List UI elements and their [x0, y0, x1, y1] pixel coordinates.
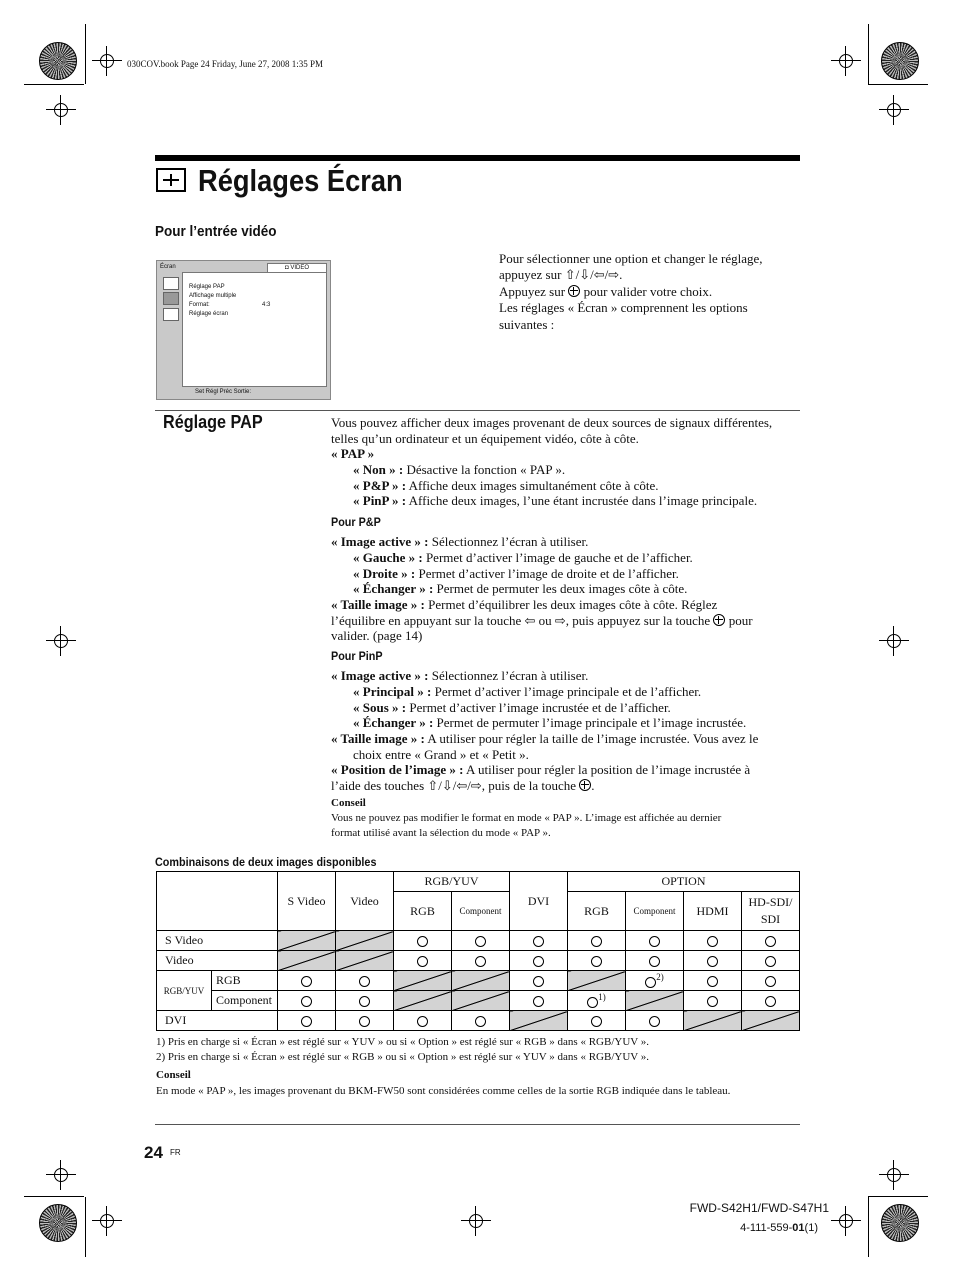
screen-menu-illustration — [156, 260, 331, 400]
crop-line — [868, 1197, 869, 1257]
registration-star-icon — [881, 42, 919, 80]
book-info-line: 030COV.book Page 24 Friday, June 27, 2008 1:35 PM — [127, 59, 324, 69]
table-row: Video — [157, 951, 800, 971]
crosshair-icon — [879, 95, 909, 125]
crosshair-icon — [92, 46, 122, 76]
crosshair-icon — [46, 1160, 76, 1190]
menu-item: Affichage multiple — [189, 293, 237, 299]
menu-format-value: 4:3 — [262, 302, 271, 308]
pap-options: « Non » : Désactive la fonction « PAP ». « P&P » : Affiche deux images simultanément côte à côte. « PinP » : Affiche deux images, l’une étant incrustée dans l’image principale. — [353, 462, 758, 509]
pinp-items: « Principal » : Permet d’activer l’image principale et de l’afficher. « Sous » : Permet d’activer l’image incrustée et de l’afficher. « Échanger » : Permet de permuter l’image principale et l’image incrustée. — [353, 684, 747, 731]
combinations-table — [156, 871, 800, 1031]
pinp-size-cont: choix entre « Grand » et « Petit ». — [353, 747, 529, 762]
pap-tip-heading: Conseil — [331, 797, 366, 809]
registration-star-icon — [881, 1204, 919, 1242]
pp-size: « Taille image » : Permet d’équilibrer les deux images côte à côte. Réglez l’équilibre en appuyant sur la touche ⇦ ou ⇨, puis appuyez sur la touche pour valider. (page 14) — [331, 597, 753, 644]
crop-line — [24, 1196, 84, 1197]
document-code: 4-111-559-01(1) — [740, 1222, 818, 1234]
crop-line — [868, 24, 869, 84]
table-row: RGB/YUV RGB $^{2)}$ — [157, 971, 800, 991]
col-header: Video — [336, 872, 394, 931]
language-code: FR — [170, 1148, 181, 1157]
col-header: RGB — [568, 892, 626, 931]
col-header: Component — [626, 892, 684, 931]
registration-star-icon — [39, 42, 77, 80]
menu-item: Réglage écran — [189, 311, 229, 317]
crosshair-icon — [461, 1206, 491, 1236]
footnote: 2) Pris en charge si « Écran » est réglé sur « RGB » ou si « Option » est réglé sur « YUV » dans « RGB/YUV ». — [156, 1051, 650, 1063]
model-number: FWD-S42H1/FWD-S47H1 — [689, 1201, 829, 1215]
menu-side-icon — [163, 277, 179, 290]
crop-line — [24, 84, 84, 85]
combinations-heading: Combinaisons de deux images disponibles — [155, 855, 377, 869]
col-header: HD-SDI/ SDI — [742, 892, 800, 931]
video-input-heading: Pour l’entrée vidéo — [155, 223, 277, 240]
table-row: Component $^{1)}$ — [157, 991, 800, 1011]
pinp-position: « Position de l’image » : A utiliser pour régler la position de l’image incrustée à l’aide des touches ⇧/⇩/⇦/⇨, puis de la touche . — [331, 762, 751, 793]
intro-text: Pour sélectionner une option et changer le réglage, appuyez sur ⇧/⇩/⇦/⇨. Appuyez sur pour valider votre choix. Les réglages « Écran » comprennent les options suivantes : — [499, 251, 763, 332]
enter-button-icon — [713, 614, 725, 626]
crosshair-icon — [92, 1206, 122, 1236]
title-bar — [155, 155, 800, 161]
menu-item: Réglage PAP — [189, 284, 225, 290]
col-header: RGB — [394, 892, 452, 931]
table-tip-heading: Conseil — [156, 1069, 191, 1081]
crop-line — [85, 24, 86, 84]
col-header: HDMI — [684, 892, 742, 931]
pinp-active: « Image active » : Sélectionnez l’écran à utiliser. — [331, 668, 589, 683]
col-header: DVI — [510, 872, 568, 931]
crosshair-icon — [831, 46, 861, 76]
pap-tip-text: Vous ne pouvez pas modifier le format en mode « PAP ». L’image est affichée au dernier format utilisé avant la sélection du mode « PAP ». — [331, 812, 722, 839]
crop-line — [868, 1196, 928, 1197]
section-divider — [155, 410, 800, 411]
registration-star-icon — [39, 1204, 77, 1242]
crop-line — [85, 1197, 86, 1257]
pp-heading: Pour P&P — [331, 515, 381, 529]
video-tab: ◘ VIDEO — [267, 263, 327, 273]
col-header: S Video — [278, 872, 336, 931]
menu-bottom-bar: Set Régl Préc Sortie: — [195, 389, 252, 395]
menu-item: Format: — [189, 302, 210, 308]
footnote: 1) Pris en charge si « Écran » est réglé sur « YUV » ou si « Option » est réglé sur « RGB » dans « RGB/YUV ». — [156, 1036, 650, 1048]
table-row: DVI — [157, 1011, 800, 1031]
col-header: OPTION — [568, 872, 800, 892]
pinp-heading: Pour PinP — [331, 649, 383, 663]
footer-divider — [155, 1124, 800, 1125]
page-title: Réglages Écran — [198, 163, 403, 198]
page-number: 24 — [144, 1143, 163, 1162]
crosshair-icon — [46, 95, 76, 125]
crosshair-icon — [879, 626, 909, 656]
pap-heading: Réglage PAP — [163, 412, 263, 432]
menu-label: Écran — [160, 264, 176, 270]
table-row: S Video — [157, 931, 800, 951]
crosshair-icon — [879, 1160, 909, 1190]
pp-items: « Gauche » : Permet d’activer l’image de gauche et de l’afficher. « Droite » : Permet d’activer l’image de droite et de l’afficher. « Échanger » : Permet de permuter les deux images côte à côte. — [353, 550, 693, 597]
menu-side-icon — [163, 292, 179, 305]
col-header: Component — [452, 892, 510, 931]
pp-active: « Image active » : Sélectionnez l’écran à utiliser. — [331, 534, 589, 549]
pinp-size: « Taille image » : A utiliser pour régler la taille de l’image incrustée. Vous avez le — [331, 731, 759, 746]
input-icon: ◘ — [285, 265, 291, 271]
menu-side-icon — [163, 308, 179, 321]
table-tip-text: En mode « PAP », les images provenant du BKM-FW50 sont considérées comme celles de la sortie RGB indiquée dans le tableau. — [156, 1085, 731, 1097]
pap-intro: Vous pouvez afficher deux images provenant de deux sources de signaux différentes, telles qu’un ordinateur et un équipement vidéo, côte à côte. « PAP » — [331, 415, 773, 462]
col-header: RGB/YUV — [394, 872, 510, 892]
crop-line — [868, 84, 928, 85]
enter-button-icon — [579, 779, 591, 791]
crosshair-icon — [46, 626, 76, 656]
crosshair-icon — [831, 1206, 861, 1236]
screen-adjust-icon — [156, 168, 186, 192]
enter-button-icon — [568, 285, 580, 297]
